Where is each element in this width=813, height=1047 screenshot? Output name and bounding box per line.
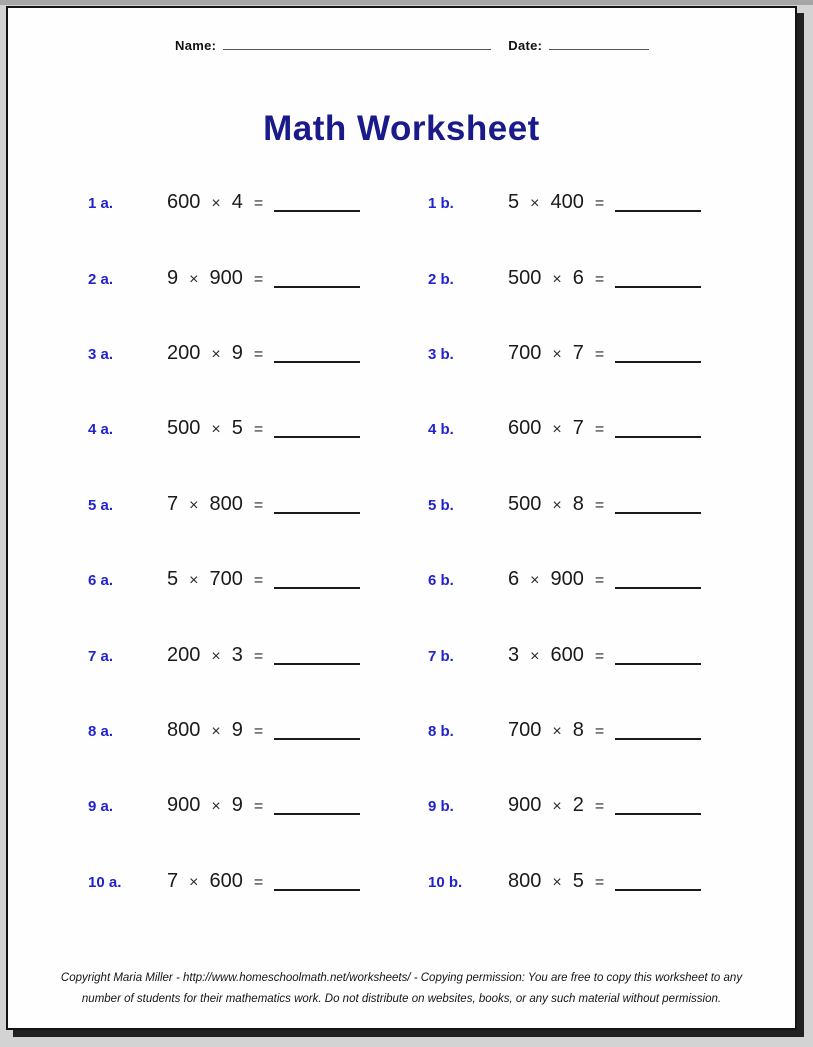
equals-sign: =	[253, 421, 264, 439]
answer-blank	[274, 349, 360, 363]
factor-2: 4	[231, 191, 243, 214]
answer-blank	[615, 349, 701, 363]
equals-sign: =	[594, 873, 605, 891]
answer-blank	[615, 801, 701, 815]
problem-number-label: 3 a.	[88, 345, 114, 363]
problem-number-label: 4 a.	[88, 421, 114, 439]
multiply-icon: ×	[552, 873, 562, 891]
factor-2: 400	[550, 191, 584, 214]
answer-blank	[615, 198, 701, 212]
factor-1: 7	[167, 492, 179, 515]
problem-row	[8, 617, 795, 692]
equals-sign: =	[594, 421, 605, 439]
equals-sign: =	[594, 572, 605, 590]
problem-number-label: 10 a.	[88, 873, 122, 891]
factor-2: 6	[572, 266, 584, 289]
problem-row	[8, 467, 795, 542]
problem-number-label: 6 b.	[428, 572, 454, 590]
factor-1: 5	[508, 191, 520, 214]
equals-sign: =	[594, 798, 605, 816]
problem-cell-b	[428, 719, 701, 742]
multiplication-expression	[167, 342, 360, 365]
problem-cell-b	[428, 191, 701, 214]
answer-blank	[274, 274, 360, 288]
problem-number-label: 2 b.	[428, 270, 454, 288]
problem-number-label: 7 a.	[88, 647, 114, 665]
problem-cell-a	[88, 794, 428, 817]
answer-blank	[615, 500, 701, 514]
multiplication-expression	[167, 719, 360, 742]
problem-row	[8, 316, 795, 391]
problem-number-label: 9 b.	[428, 798, 454, 816]
problem-number-label: 4 b.	[428, 421, 454, 439]
problem-number-label: 7 b.	[428, 647, 454, 665]
equals-sign: =	[253, 195, 264, 213]
factor-2: 7	[572, 341, 584, 364]
equals-sign: =	[253, 873, 264, 891]
problem-number-label: 1 b.	[428, 195, 454, 213]
multiply-icon: ×	[552, 722, 562, 740]
factor-2: 900	[209, 266, 243, 289]
problem-cell-a	[88, 493, 428, 516]
equals-sign: =	[594, 647, 605, 665]
equals-sign: =	[594, 345, 605, 363]
problem-row	[8, 768, 795, 843]
problem-cell-a	[88, 417, 428, 440]
problem-cell-a	[88, 342, 428, 365]
problem-number-label: 5 b.	[428, 496, 454, 514]
multiplication-expression	[167, 417, 360, 440]
multiplication-expression	[508, 870, 701, 893]
scan-top-strip	[0, 0, 813, 5]
problem-cell-b	[428, 794, 701, 817]
multiply-icon: ×	[211, 421, 221, 439]
answer-blank	[615, 877, 701, 891]
factor-2: 800	[209, 492, 243, 515]
multiply-icon: ×	[552, 345, 562, 363]
date-blank-line	[549, 36, 649, 50]
equals-sign: =	[594, 722, 605, 740]
problem-cell-a	[88, 267, 428, 290]
equals-sign: =	[253, 722, 264, 740]
problem-cell-a	[88, 568, 428, 591]
answer-blank	[274, 651, 360, 665]
factor-1: 9	[167, 266, 179, 289]
multiply-icon: ×	[552, 496, 562, 514]
problem-cell-b	[428, 568, 701, 591]
problem-number-label: 2 a.	[88, 270, 114, 288]
equals-sign: =	[253, 647, 264, 665]
multiplication-expression	[508, 342, 701, 365]
factor-1: 700	[508, 341, 542, 364]
answer-blank	[615, 651, 701, 665]
multiplication-expression	[508, 719, 701, 742]
equals-sign: =	[594, 270, 605, 288]
problem-number-label: 3 b.	[428, 345, 454, 363]
answer-blank	[615, 575, 701, 589]
factor-2: 8	[572, 718, 584, 741]
answer-blank	[274, 575, 360, 589]
answer-blank	[274, 726, 360, 740]
answer-blank	[274, 198, 360, 212]
multiplication-expression	[167, 644, 360, 667]
multiplication-expression	[167, 191, 360, 214]
multiplication-expression	[508, 191, 701, 214]
answer-blank	[274, 424, 360, 438]
problem-cell-b	[428, 644, 701, 667]
factor-1: 800	[167, 718, 201, 741]
multiply-icon: ×	[552, 421, 562, 439]
problem-cell-b	[428, 342, 701, 365]
multiplication-expression	[167, 870, 360, 893]
multiply-icon: ×	[530, 647, 540, 665]
equals-sign: =	[253, 345, 264, 363]
multiplication-expression	[508, 493, 701, 516]
equals-sign: =	[253, 572, 264, 590]
factor-1: 6	[508, 568, 520, 591]
multiplication-expression	[508, 794, 701, 817]
problem-row	[8, 542, 795, 617]
factor-2: 700	[209, 568, 243, 591]
factor-1: 900	[508, 794, 542, 817]
factor-1: 200	[167, 643, 201, 666]
multiplication-expression	[167, 794, 360, 817]
copyright-line-2: number of students for their mathematics work. Do not distribute on websites, books, or any such material without permission.	[81, 993, 722, 1005]
multiply-icon: ×	[211, 798, 221, 816]
factor-2: 5	[231, 417, 243, 440]
factor-2: 7	[572, 417, 584, 440]
factor-1: 200	[167, 341, 201, 364]
problem-number-label: 10 b.	[428, 873, 463, 891]
factor-2: 9	[231, 718, 243, 741]
name-blank-line	[223, 36, 491, 50]
multiply-icon: ×	[189, 496, 199, 514]
equals-sign: =	[594, 496, 605, 514]
problem-row	[8, 693, 795, 768]
problem-number-label: 9 a.	[88, 798, 114, 816]
answer-blank	[615, 274, 701, 288]
problem-number-label: 6 a.	[88, 572, 114, 590]
name-label: Name:	[175, 38, 217, 53]
factor-2: 3	[231, 643, 243, 666]
factor-2: 600	[550, 643, 584, 666]
multiply-icon: ×	[211, 345, 221, 363]
equals-sign: =	[594, 195, 605, 213]
equals-sign: =	[253, 496, 264, 514]
factor-1: 600	[167, 191, 201, 214]
multiplication-expression	[508, 568, 701, 591]
factor-1: 700	[508, 718, 542, 741]
problem-row	[8, 165, 795, 240]
multiply-icon: ×	[189, 873, 199, 891]
factor-1: 900	[167, 794, 201, 817]
answer-blank	[615, 424, 701, 438]
factor-1: 500	[167, 417, 201, 440]
problem-number-label: 8 a.	[88, 722, 114, 740]
problem-number-label: 1 a.	[88, 195, 114, 213]
problem-cell-a	[88, 644, 428, 667]
multiply-icon: ×	[552, 798, 562, 816]
multiplication-expression	[167, 568, 360, 591]
problem-number-label: 8 b.	[428, 722, 454, 740]
problem-cell-b	[428, 267, 701, 290]
factor-1: 7	[167, 869, 179, 892]
name-date-header	[8, 36, 795, 55]
factor-1: 500	[508, 266, 542, 289]
factor-2: 8	[572, 492, 584, 515]
factor-2: 9	[231, 341, 243, 364]
multiplication-expression	[167, 267, 360, 290]
problem-cell-a	[88, 191, 428, 214]
page-title: Math Worksheet	[263, 109, 540, 148]
date-label: Date:	[508, 38, 543, 53]
multiply-icon: ×	[189, 270, 199, 288]
factor-2: 2	[572, 794, 584, 817]
multiply-icon: ×	[530, 572, 540, 590]
copyright-footer	[8, 968, 795, 1010]
answer-blank	[274, 877, 360, 891]
factor-2: 600	[209, 869, 243, 892]
equals-sign: =	[253, 798, 264, 816]
copyright-line-1: Copyright Maria Miller - http://www.homeschoolmath.net/worksheets/ - Copying permission: You are free to copy this worksheet to any	[60, 972, 743, 984]
problem-row	[8, 391, 795, 466]
answer-blank	[274, 801, 360, 815]
problem-cell-a	[88, 719, 428, 742]
worksheet-page	[6, 6, 797, 1030]
multiply-icon: ×	[211, 195, 221, 213]
factor-2: 9	[231, 794, 243, 817]
multiply-icon: ×	[211, 647, 221, 665]
answer-blank	[274, 500, 360, 514]
problems-list	[8, 165, 795, 919]
multiplication-expression	[508, 417, 701, 440]
factor-1: 500	[508, 492, 542, 515]
factor-1: 600	[508, 417, 542, 440]
multiply-icon: ×	[552, 270, 562, 288]
factor-2: 5	[572, 869, 584, 892]
multiplication-expression	[508, 267, 701, 290]
answer-blank	[615, 726, 701, 740]
problem-cell-b	[428, 870, 701, 893]
problem-cell-a	[88, 870, 428, 893]
factor-2: 900	[550, 568, 584, 591]
factor-1: 3	[508, 643, 520, 666]
multiplication-expression	[508, 644, 701, 667]
problem-cell-b	[428, 417, 701, 440]
factor-1: 5	[167, 568, 179, 591]
multiply-icon: ×	[189, 572, 199, 590]
factor-1: 800	[508, 869, 542, 892]
multiply-icon: ×	[530, 195, 540, 213]
problem-number-label: 5 a.	[88, 496, 114, 514]
multiplication-expression	[167, 493, 360, 516]
problem-row	[8, 240, 795, 315]
problem-cell-b	[428, 493, 701, 516]
equals-sign: =	[253, 270, 264, 288]
problem-row	[8, 844, 795, 919]
multiply-icon: ×	[211, 722, 221, 740]
